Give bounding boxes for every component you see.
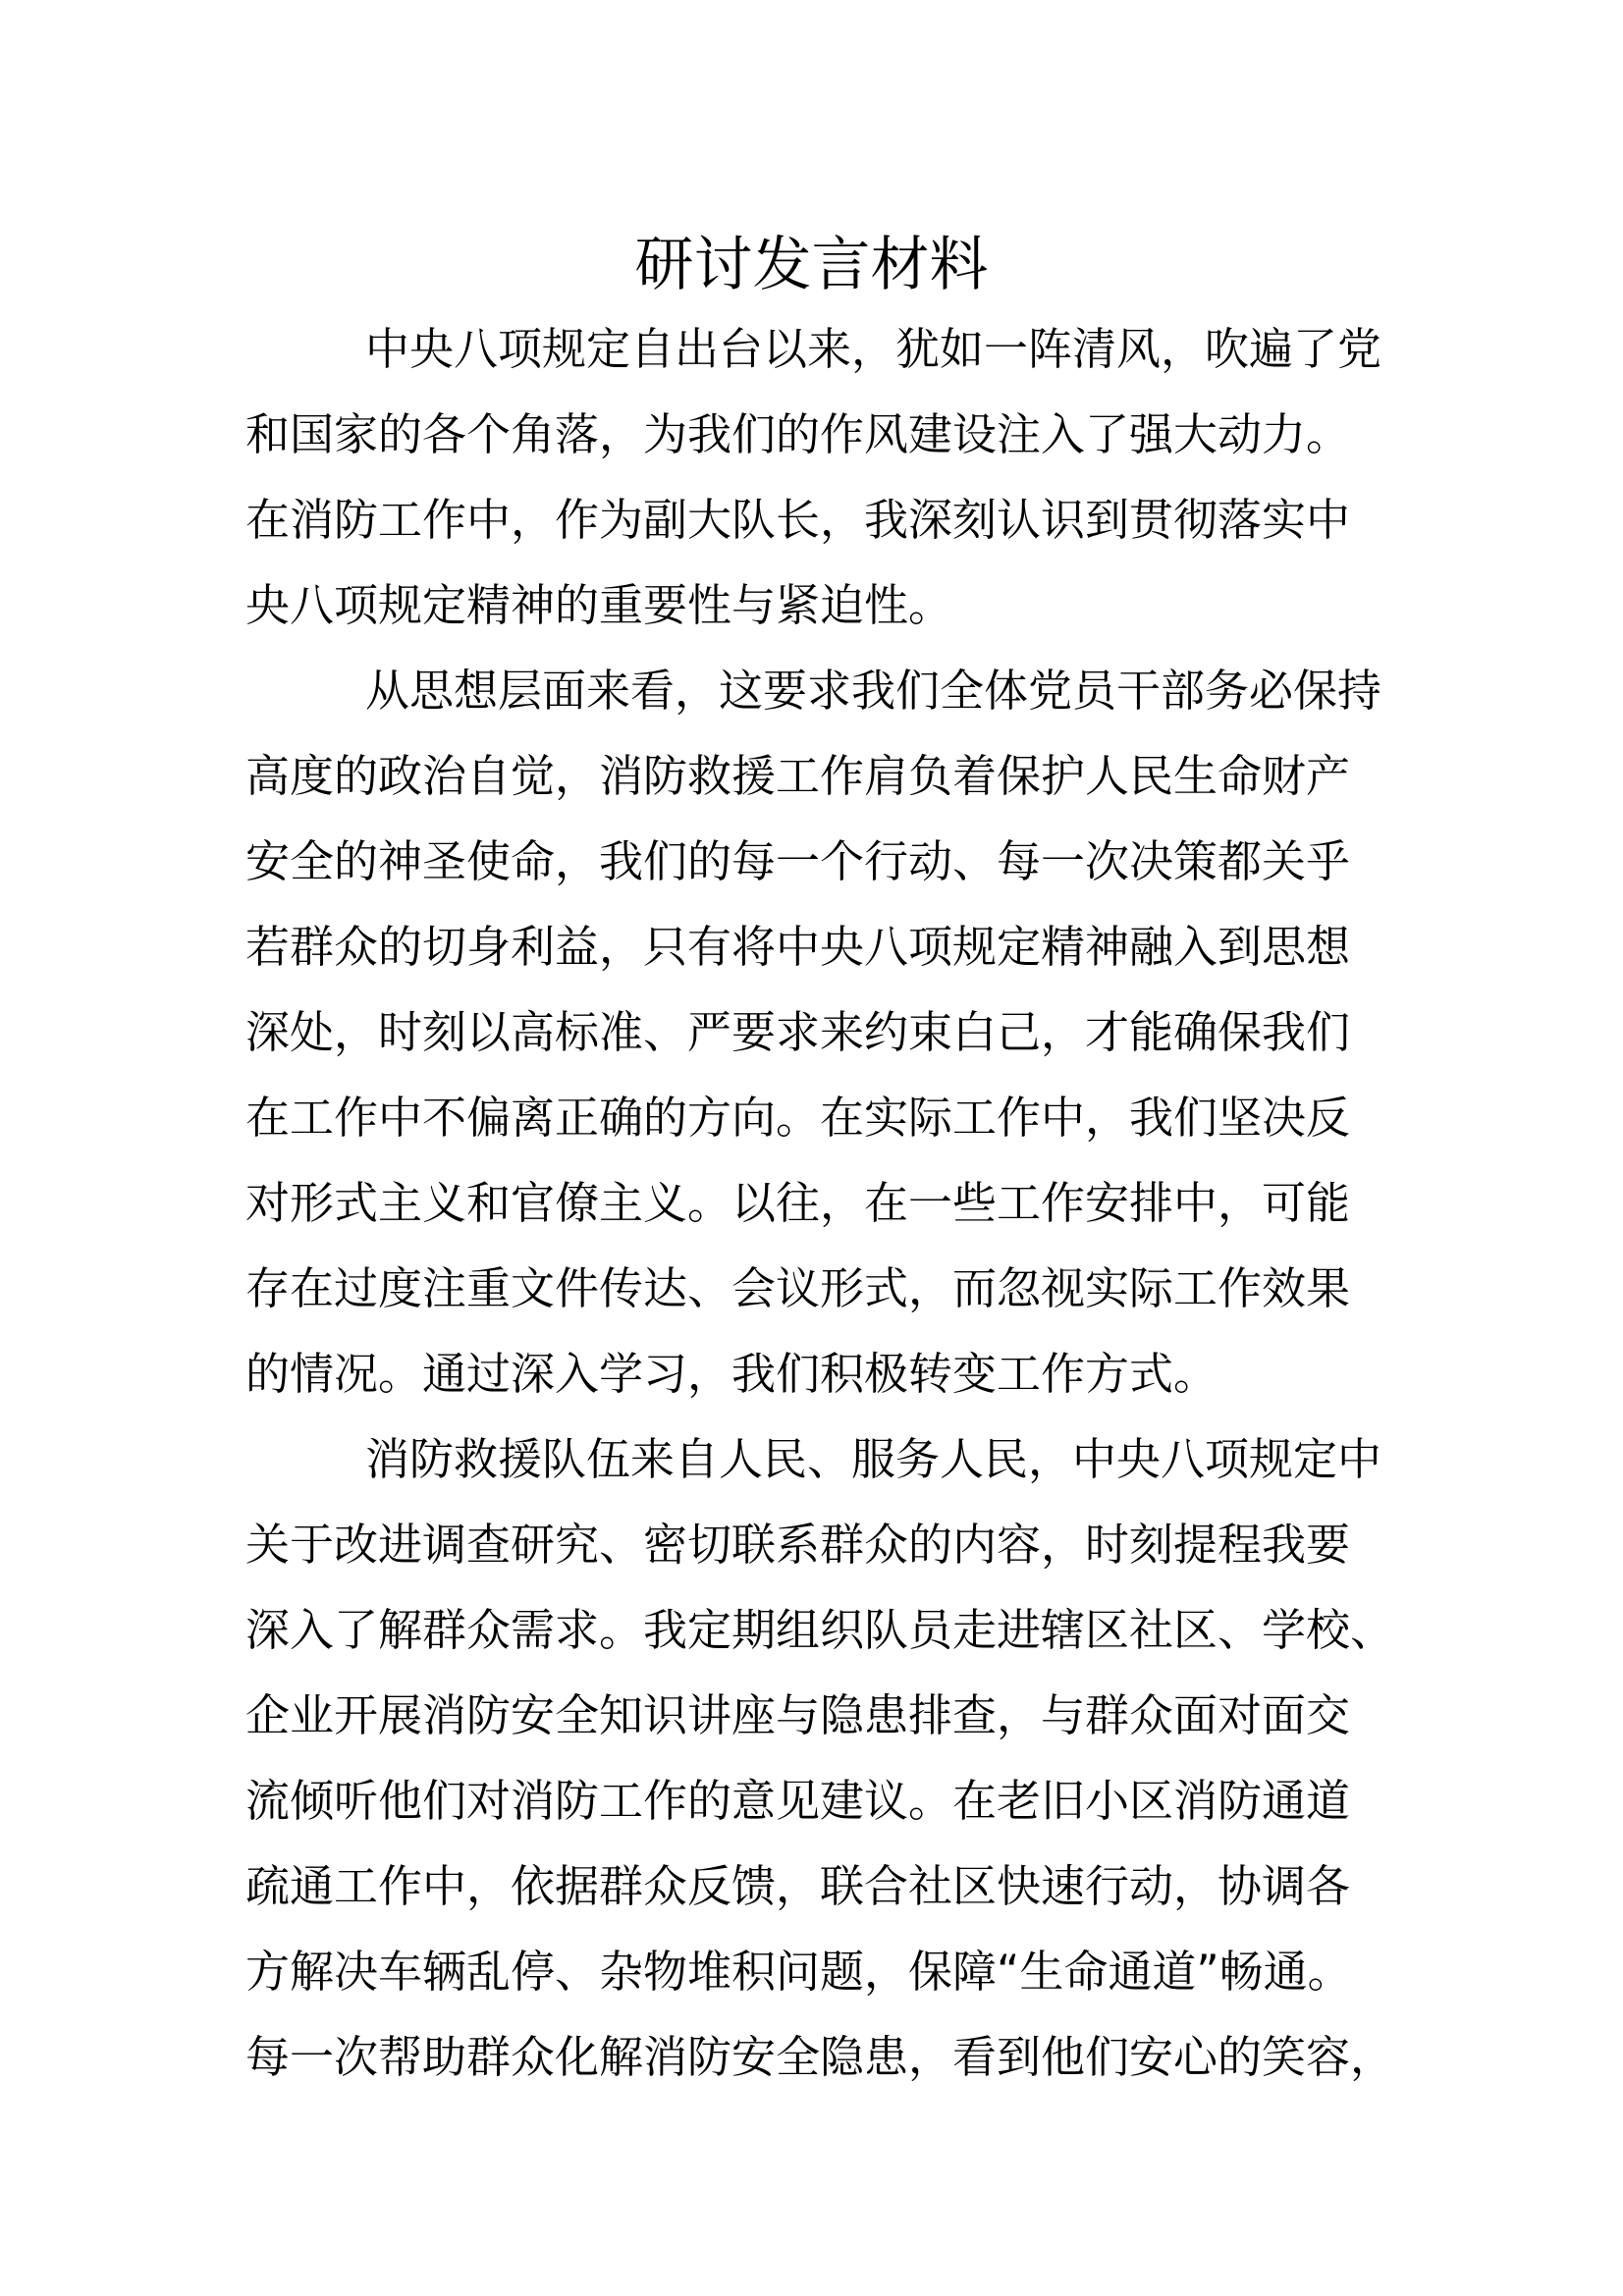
text-line: 高度的政治自觉，消防救援工作肩负着保护人民生命财产	[245, 750, 1351, 802]
text-line: 消防救援队伍来自人民、服务人民，中央八项规定中	[365, 1433, 1382, 1485]
text-line: 中央八项规定自出台以来，犹如一阵清风，吹遍了党	[365, 323, 1382, 375]
text-line: 若群众的切身利益，只有将中央八项规定精神融入到思想	[245, 921, 1351, 973]
text-line: 流倾听他们对消防工作的意见建议。在老旧小区消防通道	[245, 1775, 1351, 1827]
text-line: 从思想层面来看，这要求我们全体党员干部务必保持	[365, 665, 1382, 717]
text-line: 方解决车辆乱停、杂物堆积问题，保障“生命通道”畅通。	[245, 1946, 1352, 1998]
text-line: 在工作中不偏离正确的方向。在实际工作中，我们坚决反	[245, 1092, 1351, 1144]
text-line: 安全的神圣使命，我们的每一个行动、每一次决策都关乎	[245, 835, 1351, 887]
text-line: 在消防工作中，作为副大队长，我深刻认识到贯彻落实中	[245, 494, 1351, 546]
paragraph-3	[245, 1416, 1395, 2100]
text-line: 对形式主义和官僚主义。以往，在一些工作安排中，可能	[245, 1177, 1351, 1229]
text-line: 每一次帮助群众化解消防安全隐患，看到他们安心的笑容，	[245, 2031, 1395, 2083]
document-title: 研讨发言材料	[634, 231, 989, 299]
text-line: 疏通工作中，依据群众反馈，联合社区快速行动，协调各	[245, 1860, 1351, 1912]
document-body	[245, 306, 1395, 2100]
paragraph-1	[245, 306, 1384, 648]
text-line: 存在过度注重文件传达、会议形式，而忽视实际工作效果	[245, 1262, 1351, 1314]
text-line: 央八项规定精神的重要性与紧迫性。	[245, 579, 953, 631]
text-line: 和国家的各个角落，为我们的作风建设注入了强大动力。	[245, 408, 1351, 460]
text-line: 深处，时刻以高标准、严要求来约束白己，才能确保我们	[245, 1006, 1351, 1058]
text-line: 的情况。通过深入学习，我们积极转变工作方式。	[245, 1348, 1218, 1400]
text-line: 深入了解群众需求。我定期组织队员走进辖区社区、学校、	[245, 1604, 1395, 1656]
text-line: 关于改进调查研究、密切联系群众的内容，时刻提程我要	[245, 1519, 1351, 1571]
text-line: 企业开展消防安全知识讲座与隐患排查，与群众面对面交	[245, 1689, 1351, 1741]
paragraph-2	[245, 648, 1384, 1416]
